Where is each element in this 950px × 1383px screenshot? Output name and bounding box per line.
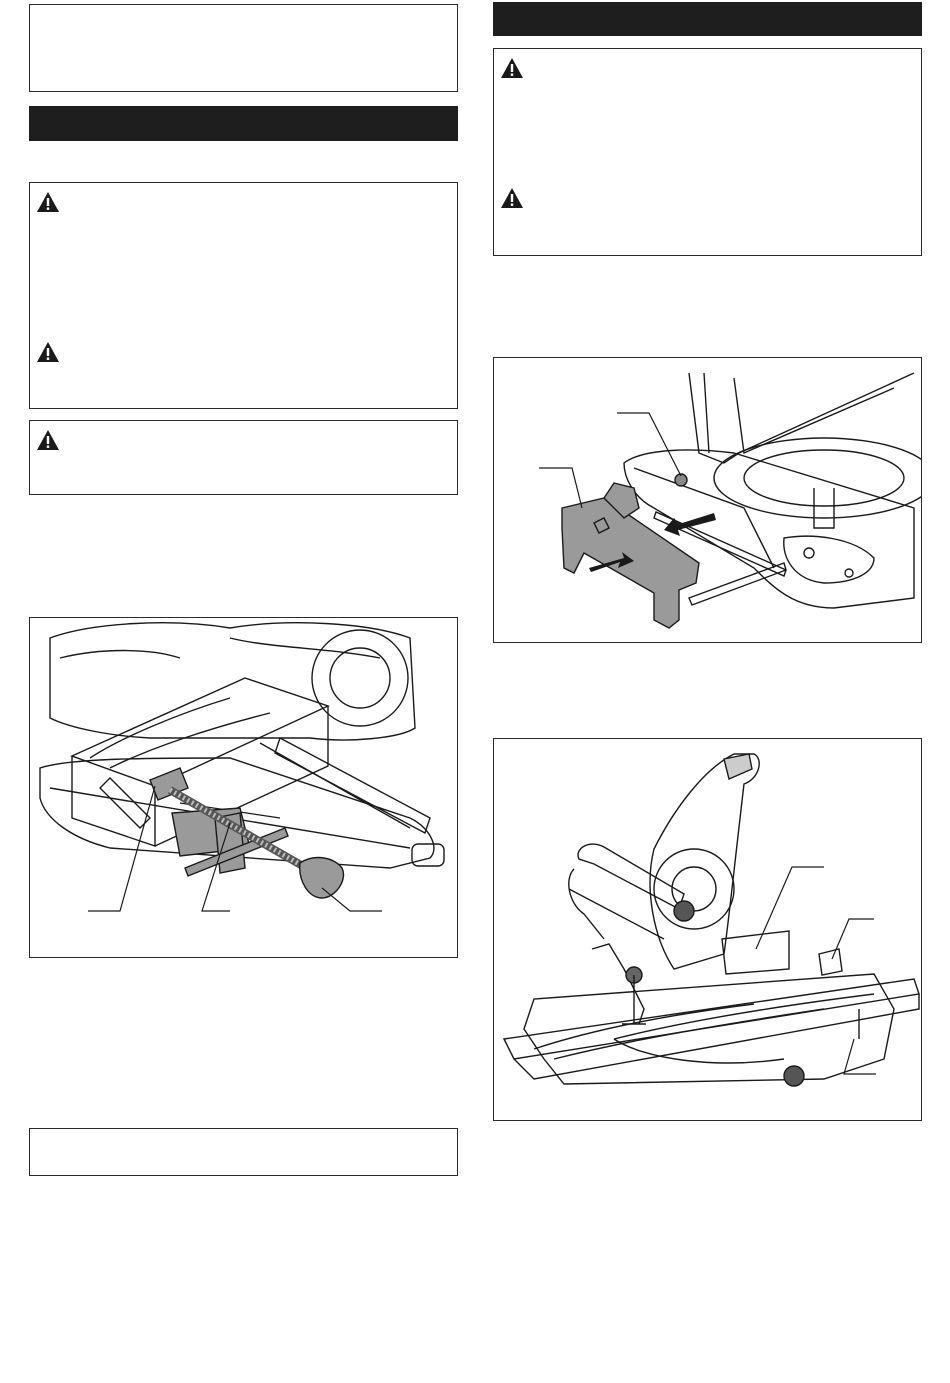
- warning-triangle-icon: [36, 341, 60, 363]
- warning-triangle-icon: [500, 57, 524, 79]
- vise-illustration: [30, 618, 458, 958]
- figure-holder: [493, 357, 922, 643]
- holder-illustration: [494, 358, 922, 643]
- figure-saw: [493, 738, 922, 1121]
- bottom-note-box: [29, 1128, 458, 1176]
- figure-vise: [29, 617, 458, 958]
- top-note-box: [29, 4, 458, 92]
- section-header-bar-right: [493, 2, 922, 36]
- warning-triangle-icon: [500, 187, 524, 209]
- section-header-bar-left: [29, 106, 458, 141]
- warning-box-left-1: [29, 182, 458, 409]
- saw-illustration: [494, 739, 922, 1121]
- warning-triangle-icon: [36, 191, 60, 213]
- warning-box-left-2: [29, 420, 458, 495]
- warning-triangle-icon: [36, 429, 60, 451]
- warning-box-right: [493, 48, 922, 256]
